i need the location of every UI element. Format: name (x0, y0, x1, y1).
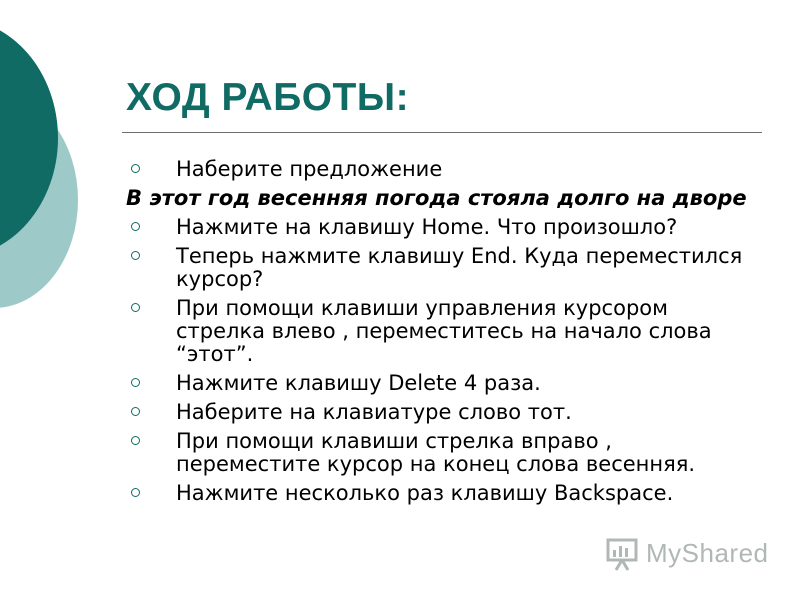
bullet-circle-icon (131, 407, 140, 416)
watermark-text: MyShared (646, 538, 769, 568)
bullet-circle-icon (131, 378, 140, 387)
list-item (126, 430, 756, 476)
presentation-board-icon (606, 536, 640, 572)
list-item-text: Наберите на клавиатуре слово тот. (176, 400, 572, 424)
list-item (126, 158, 756, 181)
list-item (126, 372, 756, 395)
sample-sentence: В этот год весенняя погода стояла долго на дворе (126, 186, 747, 210)
list-item (126, 401, 756, 424)
list-item (126, 216, 756, 239)
watermark-logo (606, 536, 769, 576)
bullet-circle-icon (131, 222, 140, 231)
list-item-text: Нажмите на клавишу Home. Что произошло? (176, 215, 678, 239)
slide-content (126, 158, 756, 511)
list-item (126, 245, 756, 291)
list-item (126, 297, 756, 366)
list-item-text: Теперь нажмите клавишу End. Куда переместился курсор? (176, 244, 743, 291)
list-item-text: При помощи клавиши стрелка вправо , переместите курсор на конец слова весенняя. (176, 429, 696, 476)
bullet-circle-icon (131, 303, 140, 312)
bullet-circle-icon (131, 436, 140, 445)
list-item-text: Наберите предложение (176, 157, 443, 181)
list-item (126, 482, 756, 505)
bullet-circle-icon (131, 251, 140, 260)
list-item-text: Нажмите несколько раз клавишу Backspace. (176, 481, 674, 505)
list-item-text: При помощи клавиши управления курсором стрелка влево , переместитесь на начало слова “этот”. (176, 296, 712, 366)
title-divider (122, 132, 762, 133)
slide-title: ХОД РАБОТЫ: (126, 76, 410, 119)
bullet-circle-icon (131, 488, 140, 497)
list-item-text: Нажмите клавишу Delete 4 раза. (176, 371, 541, 395)
bullet-circle-icon (131, 164, 140, 173)
